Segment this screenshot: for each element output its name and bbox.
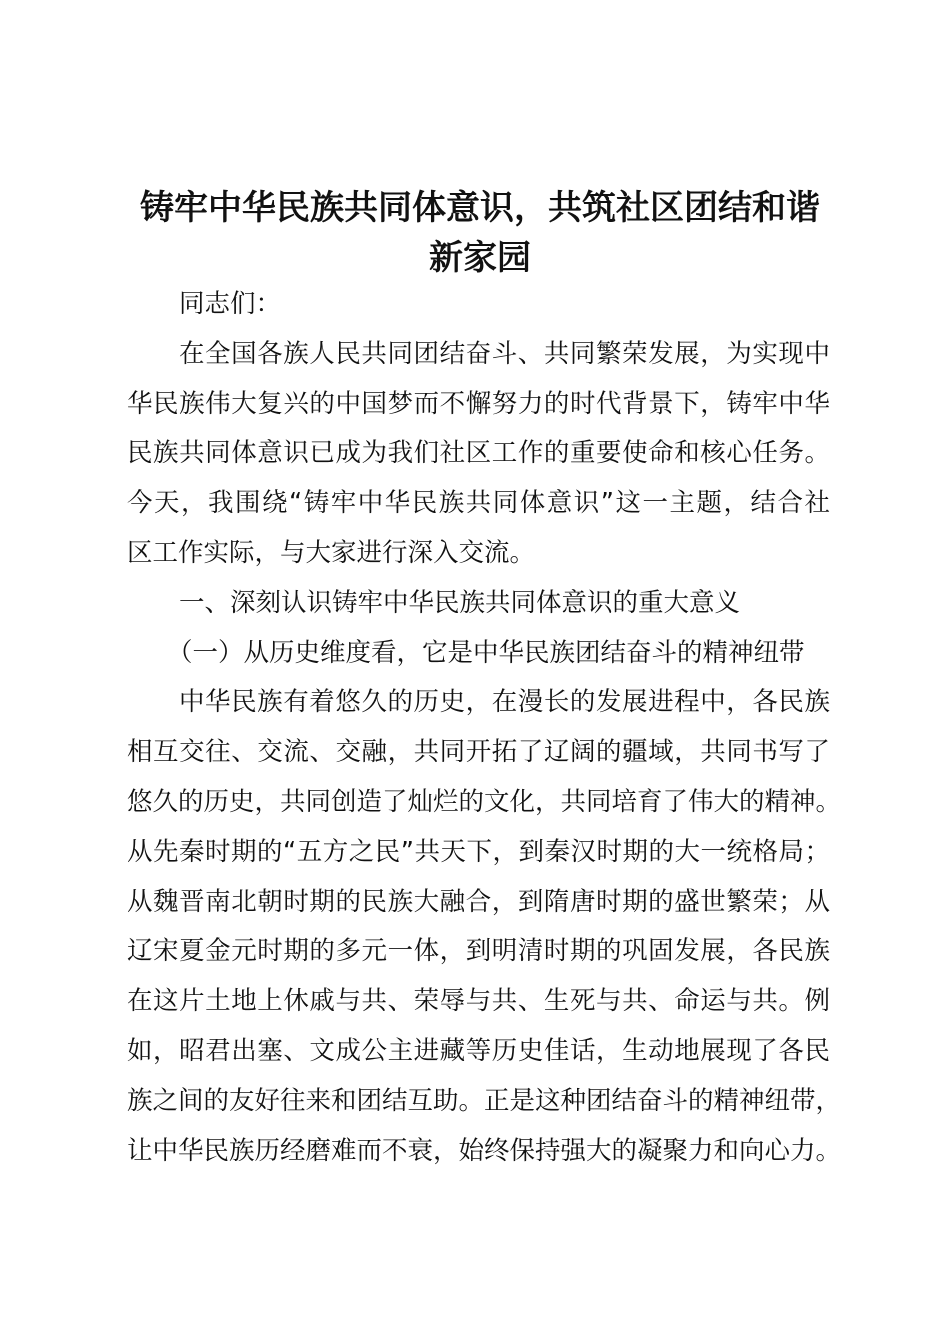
text-line: 民族共同体意识已成为我们社区工作的重要使命和核心任务。 xyxy=(127,438,830,469)
text-line: 族之间的友好往来和团结互助。正是这种团结奋斗的精神纽带， xyxy=(127,1085,842,1116)
text-line: 从魏晋南北朝时期的民族大融合，到隋唐时期的盛世繁荣；从 xyxy=(127,886,830,917)
text-line: 从先秦时期的“五方之民”共天下，到秦汉时期的大一统格局； xyxy=(127,836,830,867)
text-line: 如，昭君出塞、文成公主进藏等历史佳话，生动地展现了各民 xyxy=(127,1035,830,1066)
subsection-heading: （一）从历史维度看，它是中华民族团结奋斗的精神纽带 xyxy=(167,637,805,668)
text-line: 悠久的历史，共同创造了灿烂的文化，共同培育了伟大的精神。 xyxy=(127,786,842,817)
title-line: 新家园 xyxy=(429,238,531,278)
text-line: 区工作实际，与大家进行深入交流。 xyxy=(127,537,536,568)
text-line: 让中华民族历经磨难而不衰，始终保持强大的凝聚力和向心力。 xyxy=(127,1135,842,1166)
document-body xyxy=(127,280,842,1176)
paragraph-history xyxy=(127,678,842,1176)
text-line: 华民族伟大复兴的中国梦而不懈努力的时代背景下，铸牢中华 xyxy=(127,388,830,419)
title-line: 铸牢中华民族共同体意识，共筑社区团结和谐 xyxy=(140,188,820,228)
greeting: 同志们： xyxy=(179,289,282,319)
document-title xyxy=(120,183,840,283)
section-heading: 一、深刻认识铸牢中华民族共同体意识的重大意义 xyxy=(179,587,741,618)
paragraph-intro xyxy=(127,330,830,579)
text-line: 辽宋夏金元时期的多元一体，到明清时期的巩固发展，各民族 xyxy=(127,936,830,967)
text-line: 在全国各族人民共同团结奋斗、共同繁荣发展，为实现中 xyxy=(179,338,830,369)
text-line: 中华民族有着悠久的历史，在漫长的发展进程中，各民族 xyxy=(179,687,830,718)
text-line: 今天，我围绕“铸牢中华民族共同体意识”这一主题，结合社 xyxy=(127,488,830,519)
text-line: 相互交往、交流、交融，共同开拓了辽阔的疆域，共同书写了 xyxy=(127,737,830,768)
text-line: 在这片土地上休戚与共、荣辱与共、生死与共、命运与共。例 xyxy=(127,986,830,1017)
